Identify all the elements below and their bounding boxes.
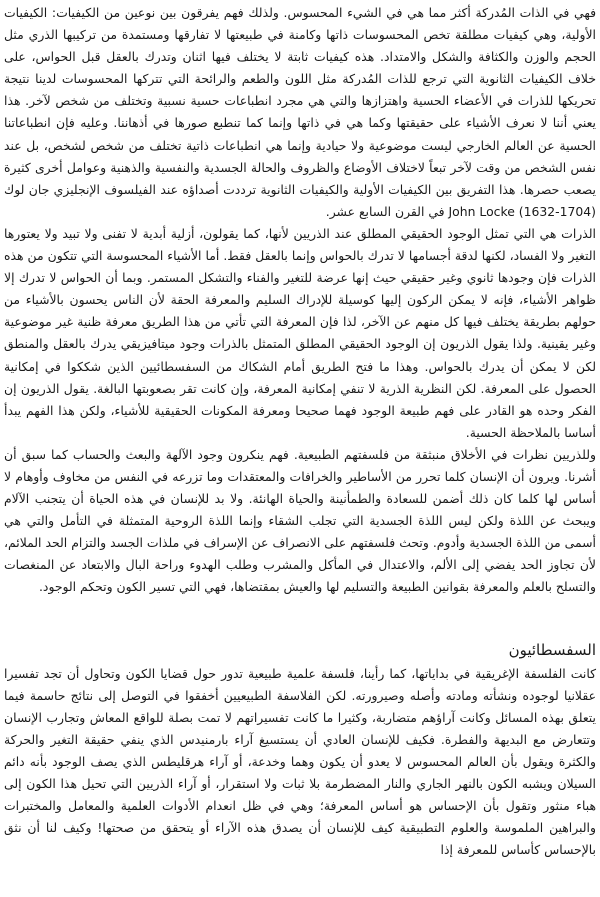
paragraph-primary-qualities: فهي في الذات المُدركة أكثر مما هي في الشيء المحسوس. ولذلك فهم يفرقون بين نوعين من الكيفيات: الكيفيات الأولية، وهي كيفيات مطلقة تخص المحسوسات ذاتها وكامنة في طبيعتها لا تفارقها ومستمدة من تركيبها الذري مثل الحجم والوزن والكثافة والشكل والامتداد. هذه كيفيات ثابتة لا يختلف فيها اثنان وتدرك بالعقل قبل الحواس، على خلاف الكيفيات الثانوية التي ترجع للذات المُدركة مثل اللون والطعم والرائحة التي تتركها المحسوسات لدينا نتيجة تحريكها للذرات في الأعضاء الحسية واهتزازها والتي هي مجرد انطباعات حسية نسبية وتختلف من شخص لآخر. هذا يعني أننا لا نعرف الأشياء على حقيقتها وكما هي في ذاتها وإنما كما تنطبع صورها في أذهاننا. وعليه فإن انطباعاتنا الحسية عن العالم الخارجي ليست موضوعية ولا حيادية وإنما هي انطباعات ذاتية تختلف من شخص لشخص، بل عند نفس الشخص من وقت لآخر تبعاً لاختلاف الأوضاع والظروف والحالة الجسدية والنفسية والذهنية وعوامل أخرى كثيرة يصعب حصرها. هذا التفريق بين الكيفيات الأولية والكيفيات الثانوية ترددت أصداؤه عند الفيلسوف الإنجليزي جان لوك John Locke (1632-1704) في القرن السابع عشر. (4, 5, 596, 219)
paragraph-sophists-intro: كانت الفلسفة الإغريقية في بداياتها، كما رأينا، فلسفة علمية طبيعية تدور حول قضايا الكون وتحاول أن تجد تفسيرا عقلانيا لوجوده ونشأته ومادته وأصله وصيرورته. لكن الفلاسفة الطبيعيين أخفقوا في التوصل إلى نتائج حاسمة فيما يتعلق بهذه المسائل وكانت آراؤهم متضاربة، وكثيرا ما كانت تفسيراتهم لا تمت بصلة للواقع المعاش وتجارب الإنسان وتتعارض مع البديهة والفطرة. فكيف للإنسان العادي أن يستسيغ آراء بارمنيدس الذي ينفي حقيقة التغير والحركة والكثرة ويقول بأن العالم المحسوس لا يعدو أن يكون وهما وخدعة، أو آراء هرقليطس الذي يصف الوجود بأنه دائم السيلان ويشبه الكون بالنهر الجاري والنار المضطرمة بلا ثبات ولا استقرار، أو آراء الذريين التي تحيل هذا الكون إلى هباء منثور وتقول بأن الإحساس هو أساس المعرفة؛ وهي في ظل انعدام الأدوات العلمية والمعامل والمختبرات والبراهين الملموسة والعلوم التطبيقية كيف للإنسان أن يصدق هذه الآراء أو يتحقق من صحتها! وكيف لنا أن نثق بالإحساس كأساس للمعرفة إذا (4, 665, 596, 858)
document-page (4, 2, 596, 861)
paragraph-atoms-reality: الذرات هي التي تمثل الوجود الحقيقي المطلق عند الذريين لأنها، كما يقولون، أزلية أبدية لا تفنى ولا تبيد ولا يعتورها التغير ولا الفساد، لكنها لدقة أجسامها لا تدرك بالحواس وإنما بالعقل فقط. أما الأشياء المحسوسة التي تتكون من هذه الذرات فإن وجودها ثانوي وغير حقيقي حيث إنها عرضة للتغير والفناء والتشكل المستمر. وبما أن الحواس لا تدرك إلا ظواهر الأشياء، فإنه لا يمكن الركون إليها كوسيلة للإدراك السليم والمعرفة الحقة لأن الناس يحسون بالأشياء من حولهم بطريقة يختلف فيها كل منهم عن الآخر، لذا فإن المعرفة التي تأتي من هذا الطريق معرفة ظنية غير موضوعية وغير يقينية. ولذا يقول الذريون إن الوجود الحقيقي المطلق المتمثل بالذرات وجود ميتافيزيقي يدرك بالعقل والمنطق لكن لا يمكن أن يدرك بالحواس. وهذا ما فتح الطريق أمام الشكاك من السفسطائيين الذين شككوا في إمكانية الحصول على المعرفة. لكن النظرية الذرية لا تنفي إمكانية المعرفة، وإن كانت تقر بصعوبتها البالغة. يقول الذريون إن الفكر وحده هو القادر على فهم طبيعة الوجود فهما صحيحا ومعرفة المكونات الحقيقية للأشياء، ولكن هذا الفهم يبدأ أساسا بالملاحظة الحسية. (4, 225, 596, 440)
section-title-sophists: السفسطائيون (508, 640, 596, 659)
paragraph-atomist-ethics: وللذريين نظرات في الأخلاق منبثقة من فلسفتهم الطبيعية. فهم ينكرون وجود الآلهة والبعث والحساب كما سبق أن أشرنا. ويرون أن الإنسان كلما تحرر من الأساطير والخرافات والمعتقدات وما تزرعه في النفس من مخاوف وأوهام لا أساس لها كلما كان ذلك أضمن للسعادة والطمأنينة والحياة الهانئة. ولا بد للإنسان في هذه الحياة أن يتجنب الآلام ويبحث عن اللذة ولكن ليس اللذة الجسدية التي تجلب الشقاء وإنما اللذة الروحية المتمثلة في التأمل والتي هي أسمى من اللذة الجسدية وأدوم. وتحث فلسفتهم على الانصراف عن الإسراف في ملذات الجسد والتزام الحد الملائم، لأن تجاوز الحد يفضي إلى الألم، والاعتدال في المأكل والمشرب وطلب الهدوء وراحة البال والابتعاد عن المنغصات والتسلح بالعلم والمعرفة بقوانين الطبيعة والتسليم لها والعيش بمقتضاها، فهي التي تسير الكون وتحكم الوجود. (4, 446, 596, 595)
